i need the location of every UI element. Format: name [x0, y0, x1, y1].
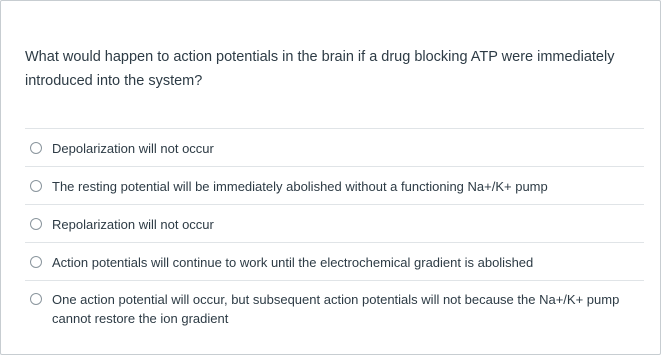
answer-option-2[interactable] — [25, 167, 644, 205]
radio-button-icon[interactable] — [30, 142, 42, 154]
answer-option-1[interactable] — [25, 129, 644, 167]
answer-option-5[interactable] — [25, 281, 644, 334]
answer-label: Repolarization will not occur — [52, 217, 214, 232]
answer-label: Depolarization will not occur — [52, 141, 214, 156]
radio-button-icon[interactable] — [30, 293, 42, 305]
answer-list — [25, 128, 644, 334]
answer-option-4[interactable] — [25, 243, 644, 281]
radio-button-icon[interactable] — [30, 256, 42, 268]
answer-label: The resting potential will be immediately abolished without a functioning Na+/K+ pump — [52, 179, 548, 194]
answer-option-3[interactable] — [25, 205, 644, 243]
answer-label: One action potential will occur, but subsequent action potentials will not because the Na+/K+ pump cannot restore the ion gradient — [52, 292, 620, 326]
radio-button-icon[interactable] — [30, 218, 42, 230]
radio-button-icon[interactable] — [30, 180, 42, 192]
question-text: What would happen to action potentials in the brain if a drug blocking ATP were immediately introduced into the system? — [25, 49, 615, 89]
answer-label: Action potentials will continue to work until the electrochemical gradient is abolished — [52, 255, 534, 270]
